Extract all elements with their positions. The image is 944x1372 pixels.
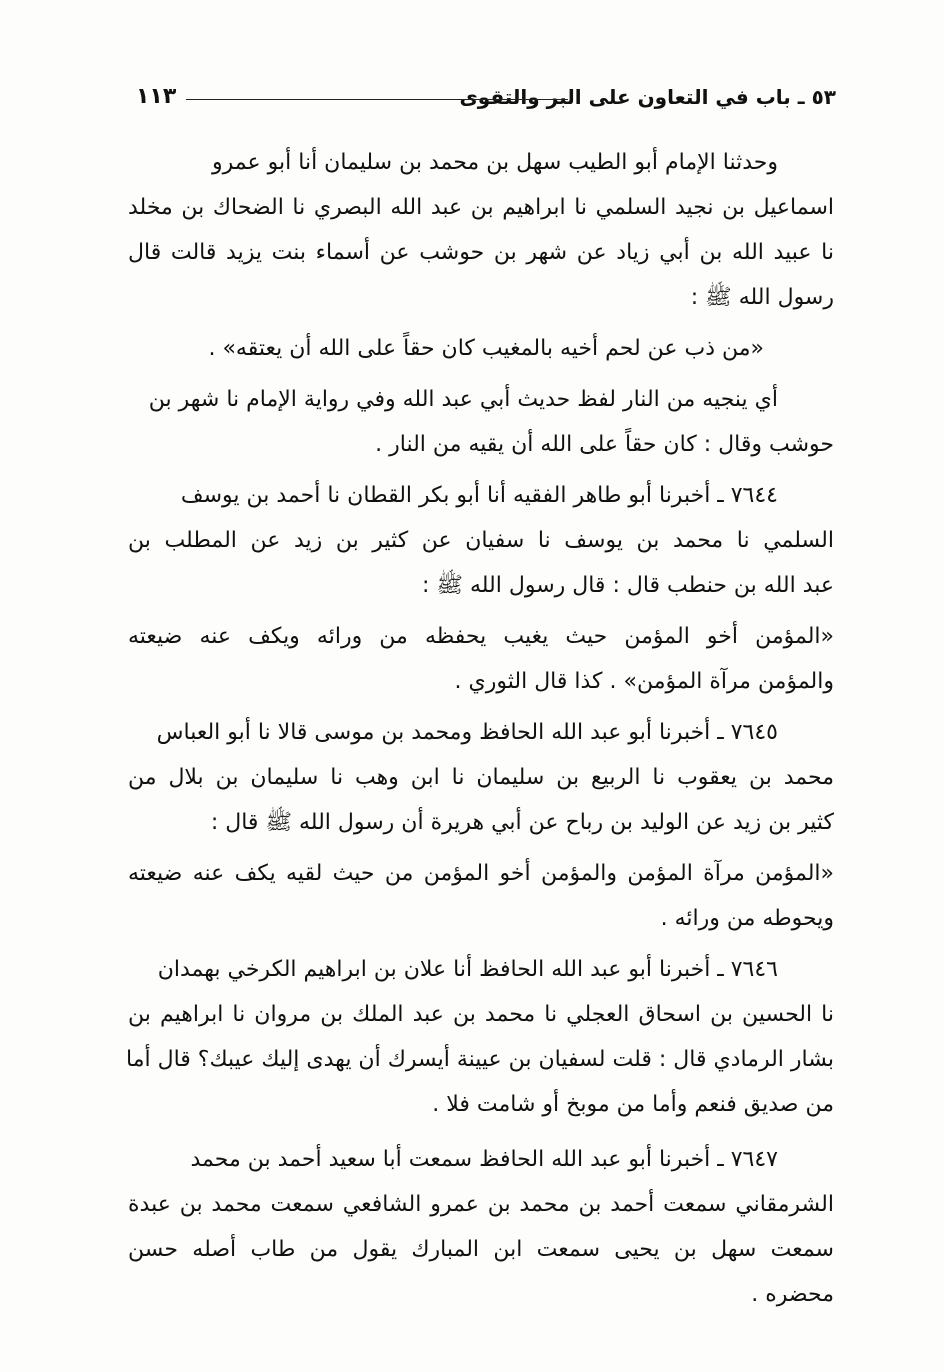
text-line: رسول الله ﷺ :: [690, 285, 834, 310]
text-line: ٧٦٤٥ ـ أخبرنا أبو عبد الله الحافظ ومحمد بن موسى قالا نا أبو العباس: [156, 720, 778, 745]
body-text: [128, 140, 834, 1317]
chapter-title: ٥٣ ـ باب في التعاون على البر والتقوى: [459, 85, 836, 109]
text-line: سمعت سهل بن يحيى سمعت ابن المبارك يقول من طاب أصله حسن: [128, 1237, 834, 1262]
hadith-quote: [128, 326, 834, 371]
text-line: اسماعيل بن نجيد السلمي نا ابراهيم بن عبد الله البصري نا الضحاك بن مخلد: [128, 195, 834, 220]
text-line: وحدثنا الإمام أبو الطيب سهل بن محمد بن سليمان أنا أبو عمرو: [212, 150, 778, 175]
text-line: عبد الله بن حنطب قال : قال رسول الله ﷺ :: [421, 573, 834, 598]
running-header: [128, 82, 836, 116]
narration-7645: [128, 710, 834, 845]
text-line: ويحوطه من ورائه .: [660, 906, 834, 931]
text-line: نا الحسين بن اسحاق العجلي نا محمد بن عبد الملك بن مروان نا ابراهيم بن: [128, 1002, 834, 1027]
narration-7647: [128, 1137, 834, 1317]
header-rule: [186, 99, 568, 100]
narration-7644: [128, 473, 834, 608]
page-number: ١١٣: [136, 84, 177, 109]
text-line: كثير بن زيد عن الوليد بن رباح عن أبي هريرة أن رسول الله ﷺ قال :: [210, 810, 834, 835]
text-line: الشرمقاني سمعت أحمد بن محمد بن عمرو الشافعي سمعت محمد بن عبدة: [128, 1192, 834, 1217]
text-line: من صديق فنعم وأما من موبخ أو شامت فلا .: [432, 1092, 834, 1117]
narration-7646: [128, 947, 834, 1127]
text-line: أي ينجيه من النار لفظ حديث أبي عبد الله وفي رواية الإمام نا شهر بن: [148, 387, 778, 412]
hadith-quote: [128, 614, 834, 704]
text-line: ٧٦٤٦ ـ أخبرنا أبو عبد الله الحافظ أنا علان بن ابراهيم الكرخي بهمدان: [157, 957, 778, 982]
text-line: ٧٦٤٤ ـ أخبرنا أبو طاهر الفقيه أنا أبو بكر القطان نا أحمد بن يوسف: [180, 483, 778, 508]
text-line: «المؤمن مرآة المؤمن والمؤمن أخو المؤمن من حيث لقيه يكف عنه ضيعته: [128, 861, 834, 886]
text-line: «المؤمن أخو المؤمن حيث يغيب يحفظه من ورائه ويكف عنه ضيعته: [128, 624, 834, 649]
hadith-quote: [128, 851, 834, 941]
text-line: «من ذب عن لحم أخيه بالمغيب كان حقاً على الله أن يعتقه» .: [208, 336, 764, 361]
text-line: ٧٦٤٧ ـ أخبرنا أبو عبد الله الحافظ سمعت أبا سعيد أحمد بن محمد: [190, 1147, 778, 1172]
paragraph: [128, 377, 834, 467]
text-line: والمؤمن مرآة المؤمن» . كذا قال الثوري .: [454, 669, 834, 694]
text-line: محمد بن يعقوب نا الربيع بن سليمان نا ابن وهب نا سليمان بن بلال من: [128, 765, 834, 790]
text-line: نا عبيد الله بن أبي زياد عن شهر بن حوشب عن أسماء بنت يزيد قالت قال: [128, 240, 834, 265]
text-line: محضره .: [751, 1282, 834, 1307]
text-line: حوشب وقال : كان حقاً على الله أن يقيه من النار .: [375, 432, 834, 457]
text-line: بشار الرمادي قال : قلت لسفيان بن عيينة أيسرك أن يهدى إليك عيبك؟ قال أما: [126, 1047, 834, 1072]
text-line: السلمي نا محمد بن يوسف نا سفيان عن كثير بن زيد عن المطلب بن: [128, 528, 834, 553]
paragraph: [128, 140, 834, 320]
